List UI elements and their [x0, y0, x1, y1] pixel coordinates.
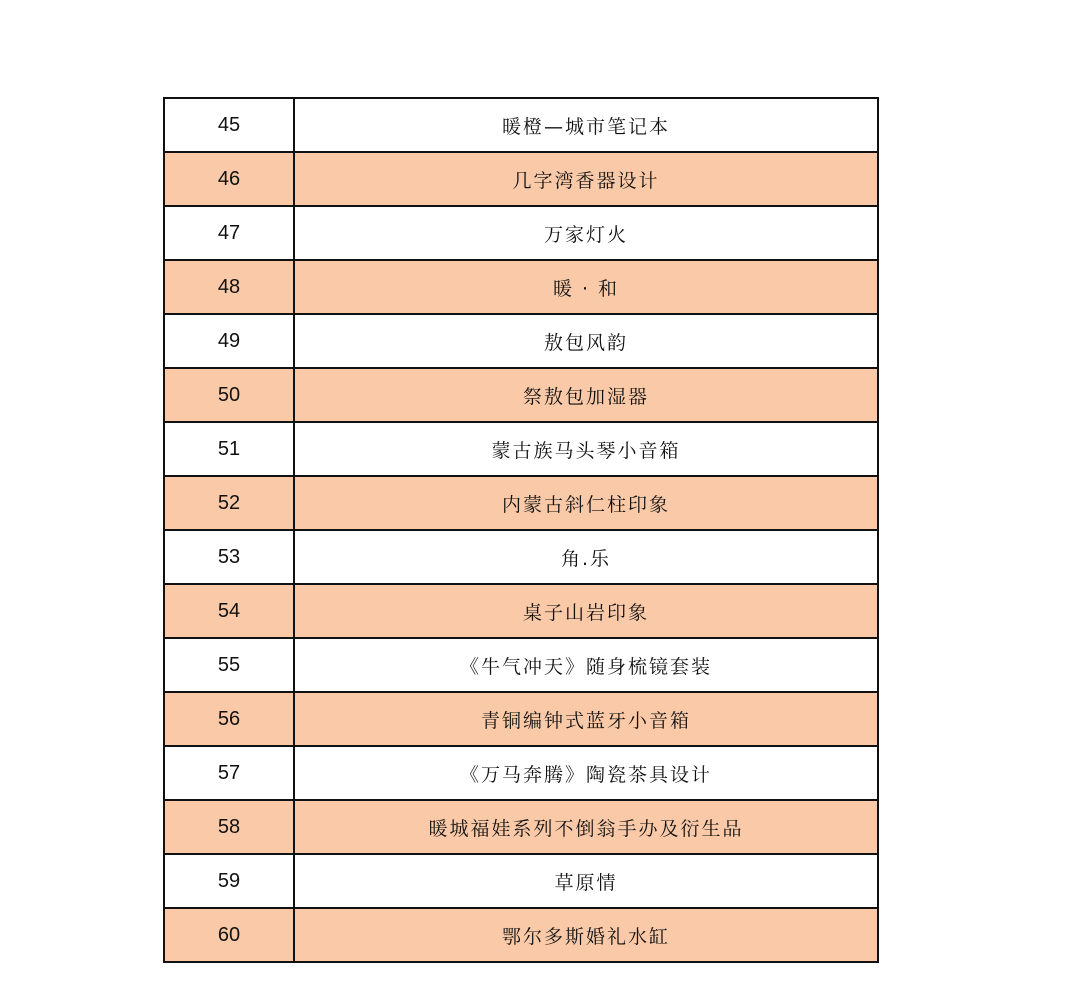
row-title: 《牛气冲天》随身梳镜套装 — [294, 638, 878, 692]
row-number: 54 — [164, 584, 294, 638]
table-row — [164, 152, 878, 206]
row-number: 53 — [164, 530, 294, 584]
table-row — [164, 800, 878, 854]
row-number: 59 — [164, 854, 294, 908]
row-title: 暖 · 和 — [294, 260, 878, 314]
entries-table — [163, 97, 879, 963]
table-row — [164, 746, 878, 800]
row-title: 暖橙—城市笔记本 — [294, 98, 878, 152]
table-row — [164, 206, 878, 260]
table-row — [164, 368, 878, 422]
row-title: 祭敖包加湿器 — [294, 368, 878, 422]
row-title: 暖城福娃系列不倒翁手办及衍生品 — [294, 800, 878, 854]
row-title: 草原情 — [294, 854, 878, 908]
row-title: 桌子山岩印象 — [294, 584, 878, 638]
row-title: 青铜编钟式蓝牙小音箱 — [294, 692, 878, 746]
row-number: 60 — [164, 908, 294, 962]
row-title: 鄂尔多斯婚礼水缸 — [294, 908, 878, 962]
row-number: 58 — [164, 800, 294, 854]
row-title: 内蒙古斜仁柱印象 — [294, 476, 878, 530]
row-number: 52 — [164, 476, 294, 530]
row-title: 几字湾香器设计 — [294, 152, 878, 206]
table-row — [164, 692, 878, 746]
row-title: 角.乐 — [294, 530, 878, 584]
row-title: 蒙古族马头琴小音箱 — [294, 422, 878, 476]
row-number: 51 — [164, 422, 294, 476]
row-number: 46 — [164, 152, 294, 206]
row-number: 50 — [164, 368, 294, 422]
table-row — [164, 638, 878, 692]
row-number: 57 — [164, 746, 294, 800]
row-number: 55 — [164, 638, 294, 692]
table-row — [164, 908, 878, 962]
table-row — [164, 314, 878, 368]
row-number: 49 — [164, 314, 294, 368]
row-number: 48 — [164, 260, 294, 314]
row-title: 敖包风韵 — [294, 314, 878, 368]
table-row — [164, 476, 878, 530]
row-title: 《万马奔腾》陶瓷茶具设计 — [294, 746, 878, 800]
table-row — [164, 584, 878, 638]
row-title: 万家灯火 — [294, 206, 878, 260]
table-row — [164, 98, 878, 152]
table-row — [164, 260, 878, 314]
table-row — [164, 530, 878, 584]
table-row — [164, 422, 878, 476]
row-number: 45 — [164, 98, 294, 152]
row-number: 47 — [164, 206, 294, 260]
row-number: 56 — [164, 692, 294, 746]
table-row — [164, 854, 878, 908]
